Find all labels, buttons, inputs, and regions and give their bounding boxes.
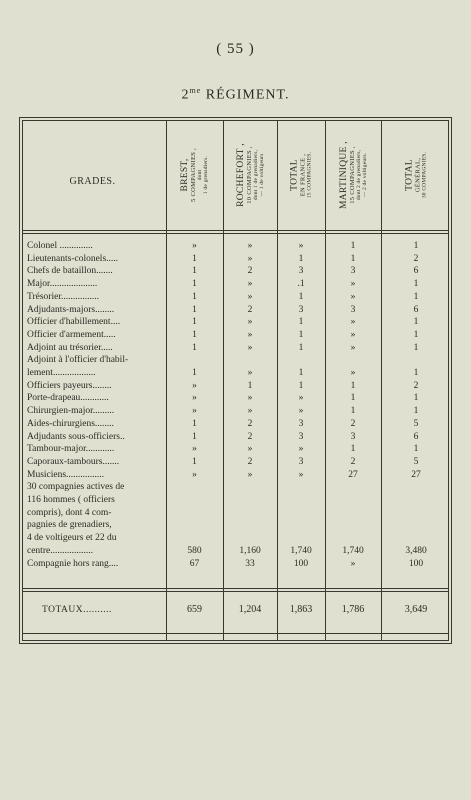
regiment-title <box>0 86 471 104</box>
row-value: 6 <box>413 266 419 277</box>
row-label: Adjudants sous-officiers.. <box>27 431 125 442</box>
row-label: Musiciens................ <box>27 469 105 480</box>
row-label: centre.................. <box>27 545 93 556</box>
row-value: » <box>247 393 253 404</box>
row-label: Chirurgien-major......... <box>27 406 115 417</box>
column-header-line: GÉNÉRAL, <box>414 157 422 193</box>
table-row <box>20 265 453 277</box>
row-value: » <box>350 279 356 290</box>
table-row <box>20 481 453 493</box>
table-row <box>20 558 453 570</box>
row-value: » <box>247 329 253 340</box>
row-value: » <box>247 241 253 251</box>
row-value: » <box>350 291 356 302</box>
row-value: 1 <box>298 317 304 328</box>
row-value: 1,740 <box>290 545 312 556</box>
totals-label: TOTAUX.......... <box>42 605 112 615</box>
row-label: Officier d'habillement.... <box>27 317 121 328</box>
table-row <box>20 291 453 303</box>
row-value: 3 <box>350 431 356 442</box>
row-label: Major.................... <box>27 279 98 290</box>
row-value: 2 <box>413 253 419 264</box>
row-label: Tambour-major............ <box>27 444 115 455</box>
column-header-line: ROCHEFORT , <box>235 143 246 207</box>
row-value: 1 <box>350 253 356 264</box>
column-header <box>224 121 277 229</box>
row-label: Officier d'armement..... <box>27 329 116 340</box>
row-value: » <box>247 469 253 480</box>
row-value: 3 <box>350 266 356 277</box>
row-value: 1 <box>192 317 197 328</box>
row-label: lement.................. <box>27 368 96 378</box>
row-value: 3 <box>298 266 304 277</box>
column-header-line: 15 COMPAGNIES. <box>306 151 313 199</box>
column-header-line: TOTAL <box>289 159 300 191</box>
row-label: Porte-drapeau............ <box>27 393 109 404</box>
row-label: compris), dont 4 com- <box>27 507 112 518</box>
table-row <box>20 316 453 328</box>
bottom-rule <box>22 633 449 634</box>
column-header-line: dont 2 de grenadiers, <box>355 149 362 201</box>
row-value: 1 <box>350 393 356 404</box>
row-value: 27 <box>348 469 358 480</box>
table-row <box>20 494 453 506</box>
totals-value: 1,863 <box>289 604 313 615</box>
row-label: Adjudants-majors........ <box>27 304 115 315</box>
column-header <box>167 121 223 229</box>
column-header-line: dont <box>196 169 203 181</box>
column-header-line: dont 1 de grenadiers, <box>252 149 259 201</box>
table-row <box>20 354 453 366</box>
row-value: 27 <box>411 469 421 480</box>
row-value: 3,480 <box>405 545 427 556</box>
row-value: 1 <box>413 393 419 404</box>
row-value: 67 <box>189 558 200 569</box>
row-value: 1 <box>298 368 304 378</box>
column-header-line: — 2 de voltigeurs. <box>360 152 367 198</box>
row-label: Colonel .............. <box>27 241 93 251</box>
table-row <box>20 278 453 290</box>
row-value: 1 <box>192 342 197 353</box>
table-row <box>20 519 453 531</box>
column-header-line: TOTAL <box>404 159 415 191</box>
row-value: 2 <box>350 456 356 467</box>
row-value: » <box>350 558 356 569</box>
row-label: Lieutenants-colonels..... <box>27 253 119 264</box>
row-value: » <box>192 406 197 417</box>
row-value: 3 <box>298 304 304 315</box>
row-label: pagnies de grenadiers, <box>27 520 112 531</box>
row-value: 1 <box>413 279 419 290</box>
row-label: 30 compagnies actives de <box>27 482 125 493</box>
row-value: 2 <box>247 418 253 429</box>
row-value: » <box>192 380 197 391</box>
row-label: Trésorier................ <box>27 291 99 302</box>
header-rule <box>22 230 449 231</box>
row-value: 1 <box>413 329 419 340</box>
row-value: 1 <box>350 241 356 251</box>
row-value: 3 <box>298 431 304 442</box>
row-value: » <box>192 393 197 404</box>
column-header <box>278 121 325 229</box>
row-value: 1 <box>298 342 304 353</box>
row-label: 116 hommes ( officiers <box>27 495 115 505</box>
row-value: » <box>350 368 356 378</box>
column-header-line: 15 COMPAGNIES , <box>348 146 356 204</box>
header-rule-double <box>22 233 449 234</box>
totals-value: 1,786 <box>341 604 365 615</box>
row-label: Adjoint au trésorier..... <box>27 342 113 353</box>
table-row <box>20 469 453 481</box>
table-row <box>20 443 453 455</box>
row-label: Adjoint à l'officier d'habil- <box>27 355 129 366</box>
row-label: Aides-chirurgiens........ <box>27 418 114 429</box>
row-value: 5 <box>413 456 419 467</box>
row-value: 1 <box>413 317 419 328</box>
row-label: Caporaux-tambours....... <box>27 456 120 467</box>
regiment-table <box>19 117 452 644</box>
row-value: 2 <box>413 380 419 391</box>
row-label: Chefs de bataillon....... <box>27 266 113 277</box>
row-value: » <box>247 406 253 417</box>
page-number: ( 55 ) <box>216 41 255 57</box>
row-label: Officiers payeurs........ <box>27 380 112 391</box>
row-label: 4 de voltigeurs et 22 du <box>27 533 117 544</box>
row-value: 3 <box>350 304 356 315</box>
row-value: 1 <box>413 241 419 251</box>
row-value: » <box>350 342 356 353</box>
column-header-line: BREST, <box>179 158 190 192</box>
row-value: » <box>298 393 304 404</box>
row-value: » <box>247 279 253 290</box>
row-value: 6 <box>413 304 419 315</box>
row-value: 1 <box>298 253 304 264</box>
column-header-line: 1 de grenadiers. <box>202 155 209 195</box>
row-value: 1 <box>350 380 356 391</box>
column-header <box>382 121 451 229</box>
row-value: 1 <box>413 342 419 353</box>
row-value: 100 <box>293 558 309 569</box>
row-value: 1,740 <box>342 545 364 556</box>
table-row <box>20 367 453 379</box>
table-row <box>20 380 453 392</box>
row-value: 2 <box>247 431 253 442</box>
row-value: 1 <box>192 329 197 340</box>
grades-header: GRADES. <box>69 176 116 187</box>
row-value: 1 <box>192 253 197 264</box>
column-header-text <box>236 143 264 207</box>
column-header-text <box>339 141 367 209</box>
totals-value: 3,649 <box>404 604 428 615</box>
table-row <box>20 456 453 468</box>
row-value: 1 <box>413 444 419 455</box>
column-header-line: EN FRANCE , <box>299 153 307 197</box>
row-value: 1 <box>298 329 304 340</box>
table-row <box>20 507 453 519</box>
row-value: 1 <box>247 380 253 391</box>
row-value: 1 <box>192 304 197 315</box>
table-row <box>20 418 453 430</box>
row-value: 1 <box>192 456 197 467</box>
row-label: Compagnie hors rang.... <box>27 558 119 569</box>
table-row <box>20 329 453 341</box>
column-header-line: — 1 de voltigeurs <box>257 153 264 197</box>
row-value: 1,160 <box>239 545 261 556</box>
table-row <box>20 532 453 544</box>
row-value: 1 <box>298 291 304 302</box>
row-value: 3 <box>298 456 304 467</box>
row-value: » <box>298 444 304 455</box>
column-header <box>326 121 381 229</box>
row-value: 1 <box>192 291 197 302</box>
row-value: 1 <box>413 406 419 417</box>
table-row <box>20 545 453 557</box>
totals-value: 1,204 <box>238 604 262 615</box>
table-row <box>20 405 453 417</box>
row-value: 2 <box>247 266 253 277</box>
regiment-ordinal: me <box>189 86 202 95</box>
row-value: 1 <box>413 291 419 302</box>
row-value: » <box>298 241 304 251</box>
totals-value: 659 <box>187 604 202 615</box>
row-value: » <box>247 444 253 455</box>
row-value: 6 <box>413 431 419 442</box>
table-row <box>20 392 453 404</box>
column-header-text <box>405 152 428 198</box>
row-value: 5 <box>413 418 419 429</box>
row-value: » <box>350 317 356 328</box>
table-row <box>20 240 453 252</box>
row-value: 1 <box>350 406 356 417</box>
row-value: 1 <box>298 380 304 391</box>
row-value: 1 <box>192 418 197 429</box>
column-header-line: MARTINIQUE , <box>338 141 349 209</box>
row-value: 580 <box>187 545 202 556</box>
row-value: » <box>192 241 197 251</box>
row-value: » <box>247 368 253 378</box>
regiment-number: 2 <box>181 87 190 103</box>
row-value: 1 <box>192 431 197 442</box>
row-value: 1 <box>350 444 356 455</box>
row-value: .1 <box>297 279 305 290</box>
row-value: 3 <box>298 418 304 429</box>
row-value: 1 <box>192 279 197 290</box>
row-value: » <box>247 291 253 302</box>
row-value: 2 <box>350 418 356 429</box>
totals-rule-double <box>22 591 449 592</box>
row-value: » <box>247 317 253 328</box>
row-value: » <box>247 253 253 264</box>
row-value: » <box>298 406 304 417</box>
row-value: 100 <box>408 558 424 569</box>
table-row <box>20 304 453 316</box>
row-value: » <box>247 342 253 353</box>
row-value: » <box>350 329 356 340</box>
column-header-text <box>181 148 209 202</box>
row-value: » <box>192 444 197 455</box>
table-row <box>20 342 453 354</box>
table-row <box>20 253 453 265</box>
row-value: 2 <box>247 456 253 467</box>
row-value: 1 <box>413 368 419 378</box>
column-header-text <box>290 152 313 198</box>
row-value: 1 <box>192 266 197 277</box>
row-value: » <box>192 469 197 480</box>
table-row <box>20 431 453 443</box>
regiment-word: RÉGIMENT. <box>205 87 290 103</box>
totals-rule <box>22 588 449 589</box>
row-value: » <box>298 469 304 480</box>
row-value: 33 <box>245 558 255 569</box>
column-header-line: 10 COMPAGNIES , <box>245 146 253 204</box>
row-value: 1 <box>192 368 197 378</box>
column-header-line: 30 COMPAGNIES. <box>421 151 428 199</box>
row-value: 2 <box>247 304 253 315</box>
column-header-line: 5 COMPAGNIES , <box>189 148 197 202</box>
